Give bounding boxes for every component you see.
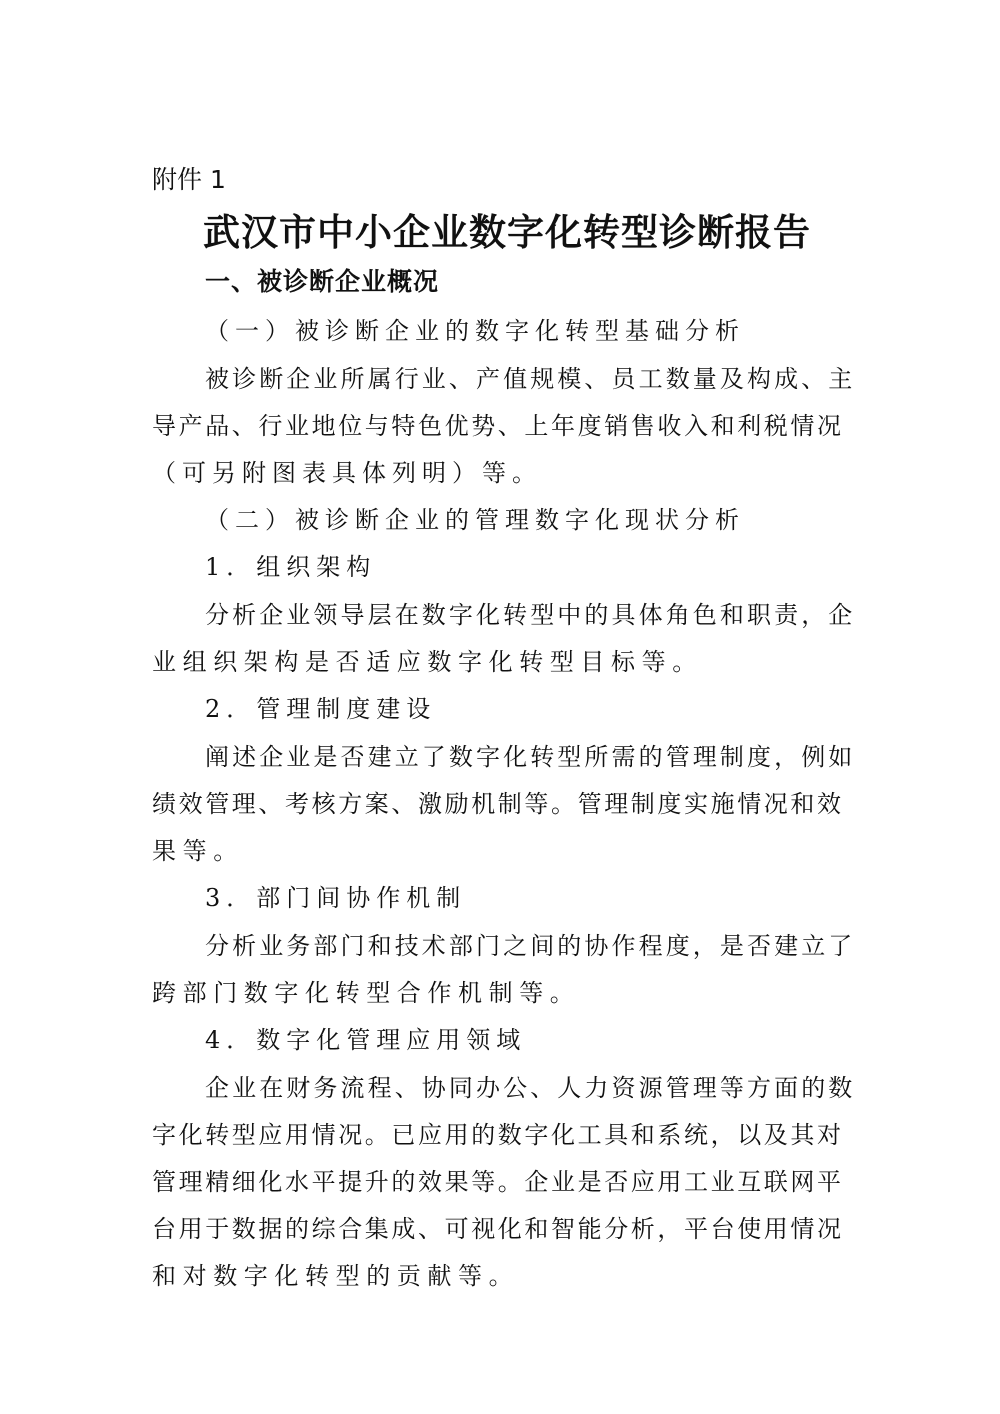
- paragraph-line: 字化转型应用情况。已应用的数字化工具和系统，以及其对: [152, 1121, 844, 1149]
- item-heading-2: 2．管理制度建设: [205, 695, 437, 723]
- paragraph-line: 台用于数据的综合集成、可视化和智能分析，平台使用情况: [152, 1215, 844, 1243]
- subsection-heading-1: （一）被诊断企业的数字化转型基础分析: [205, 317, 745, 345]
- paragraph-line: 绩效管理、考核方案、激励机制等。管理制度实施情况和效: [152, 790, 844, 818]
- paragraph-line: 和对数字化转型的贡献等。: [152, 1262, 520, 1290]
- item-heading-3: 3．部门间协作机制: [205, 884, 467, 912]
- attachment-label: 附件 1: [152, 165, 226, 194]
- paragraph-line: 导产品、行业地位与特色优势、上年度销售收入和利税情况: [152, 412, 844, 440]
- paragraph-line: 跨部门数字化转型合作机制等。: [152, 979, 581, 1007]
- paragraph-line: 管理精细化水平提升的效果等。企业是否应用工业互联网平: [152, 1168, 844, 1196]
- paragraph-line: 业组织架构是否适应数字化转型目标等。: [152, 648, 703, 676]
- paragraph-line: 企业在财务流程、协同办公、人力资源管理等方面的数: [205, 1074, 856, 1102]
- paragraph-line: 阐述企业是否建立了数字化转型所需的管理制度，例如: [205, 743, 856, 771]
- paragraph-line: （可另附图表具体列明）等。: [152, 459, 542, 487]
- paragraph-line: 被诊断企业所属行业、产值规模、员工数量及构成、主: [205, 365, 856, 393]
- paragraph-line: 果等。: [152, 837, 244, 865]
- item-heading-1: 1．组织架构: [205, 553, 377, 581]
- subsection-heading-2: （二）被诊断企业的管理数字化现状分析: [205, 506, 745, 534]
- paragraph-line: 分析企业领导层在数字化转型中的具体角色和职责，企: [205, 601, 856, 629]
- paragraph-line: 分析业务部门和技术部门之间的协作程度，是否建立了: [205, 932, 856, 960]
- section-heading-1: 一、被诊断企业概况: [205, 267, 440, 296]
- item-heading-4: 4．数字化管理应用领域: [205, 1026, 527, 1054]
- document-title: 武汉市中小企业数字化转型诊断报告: [203, 211, 811, 254]
